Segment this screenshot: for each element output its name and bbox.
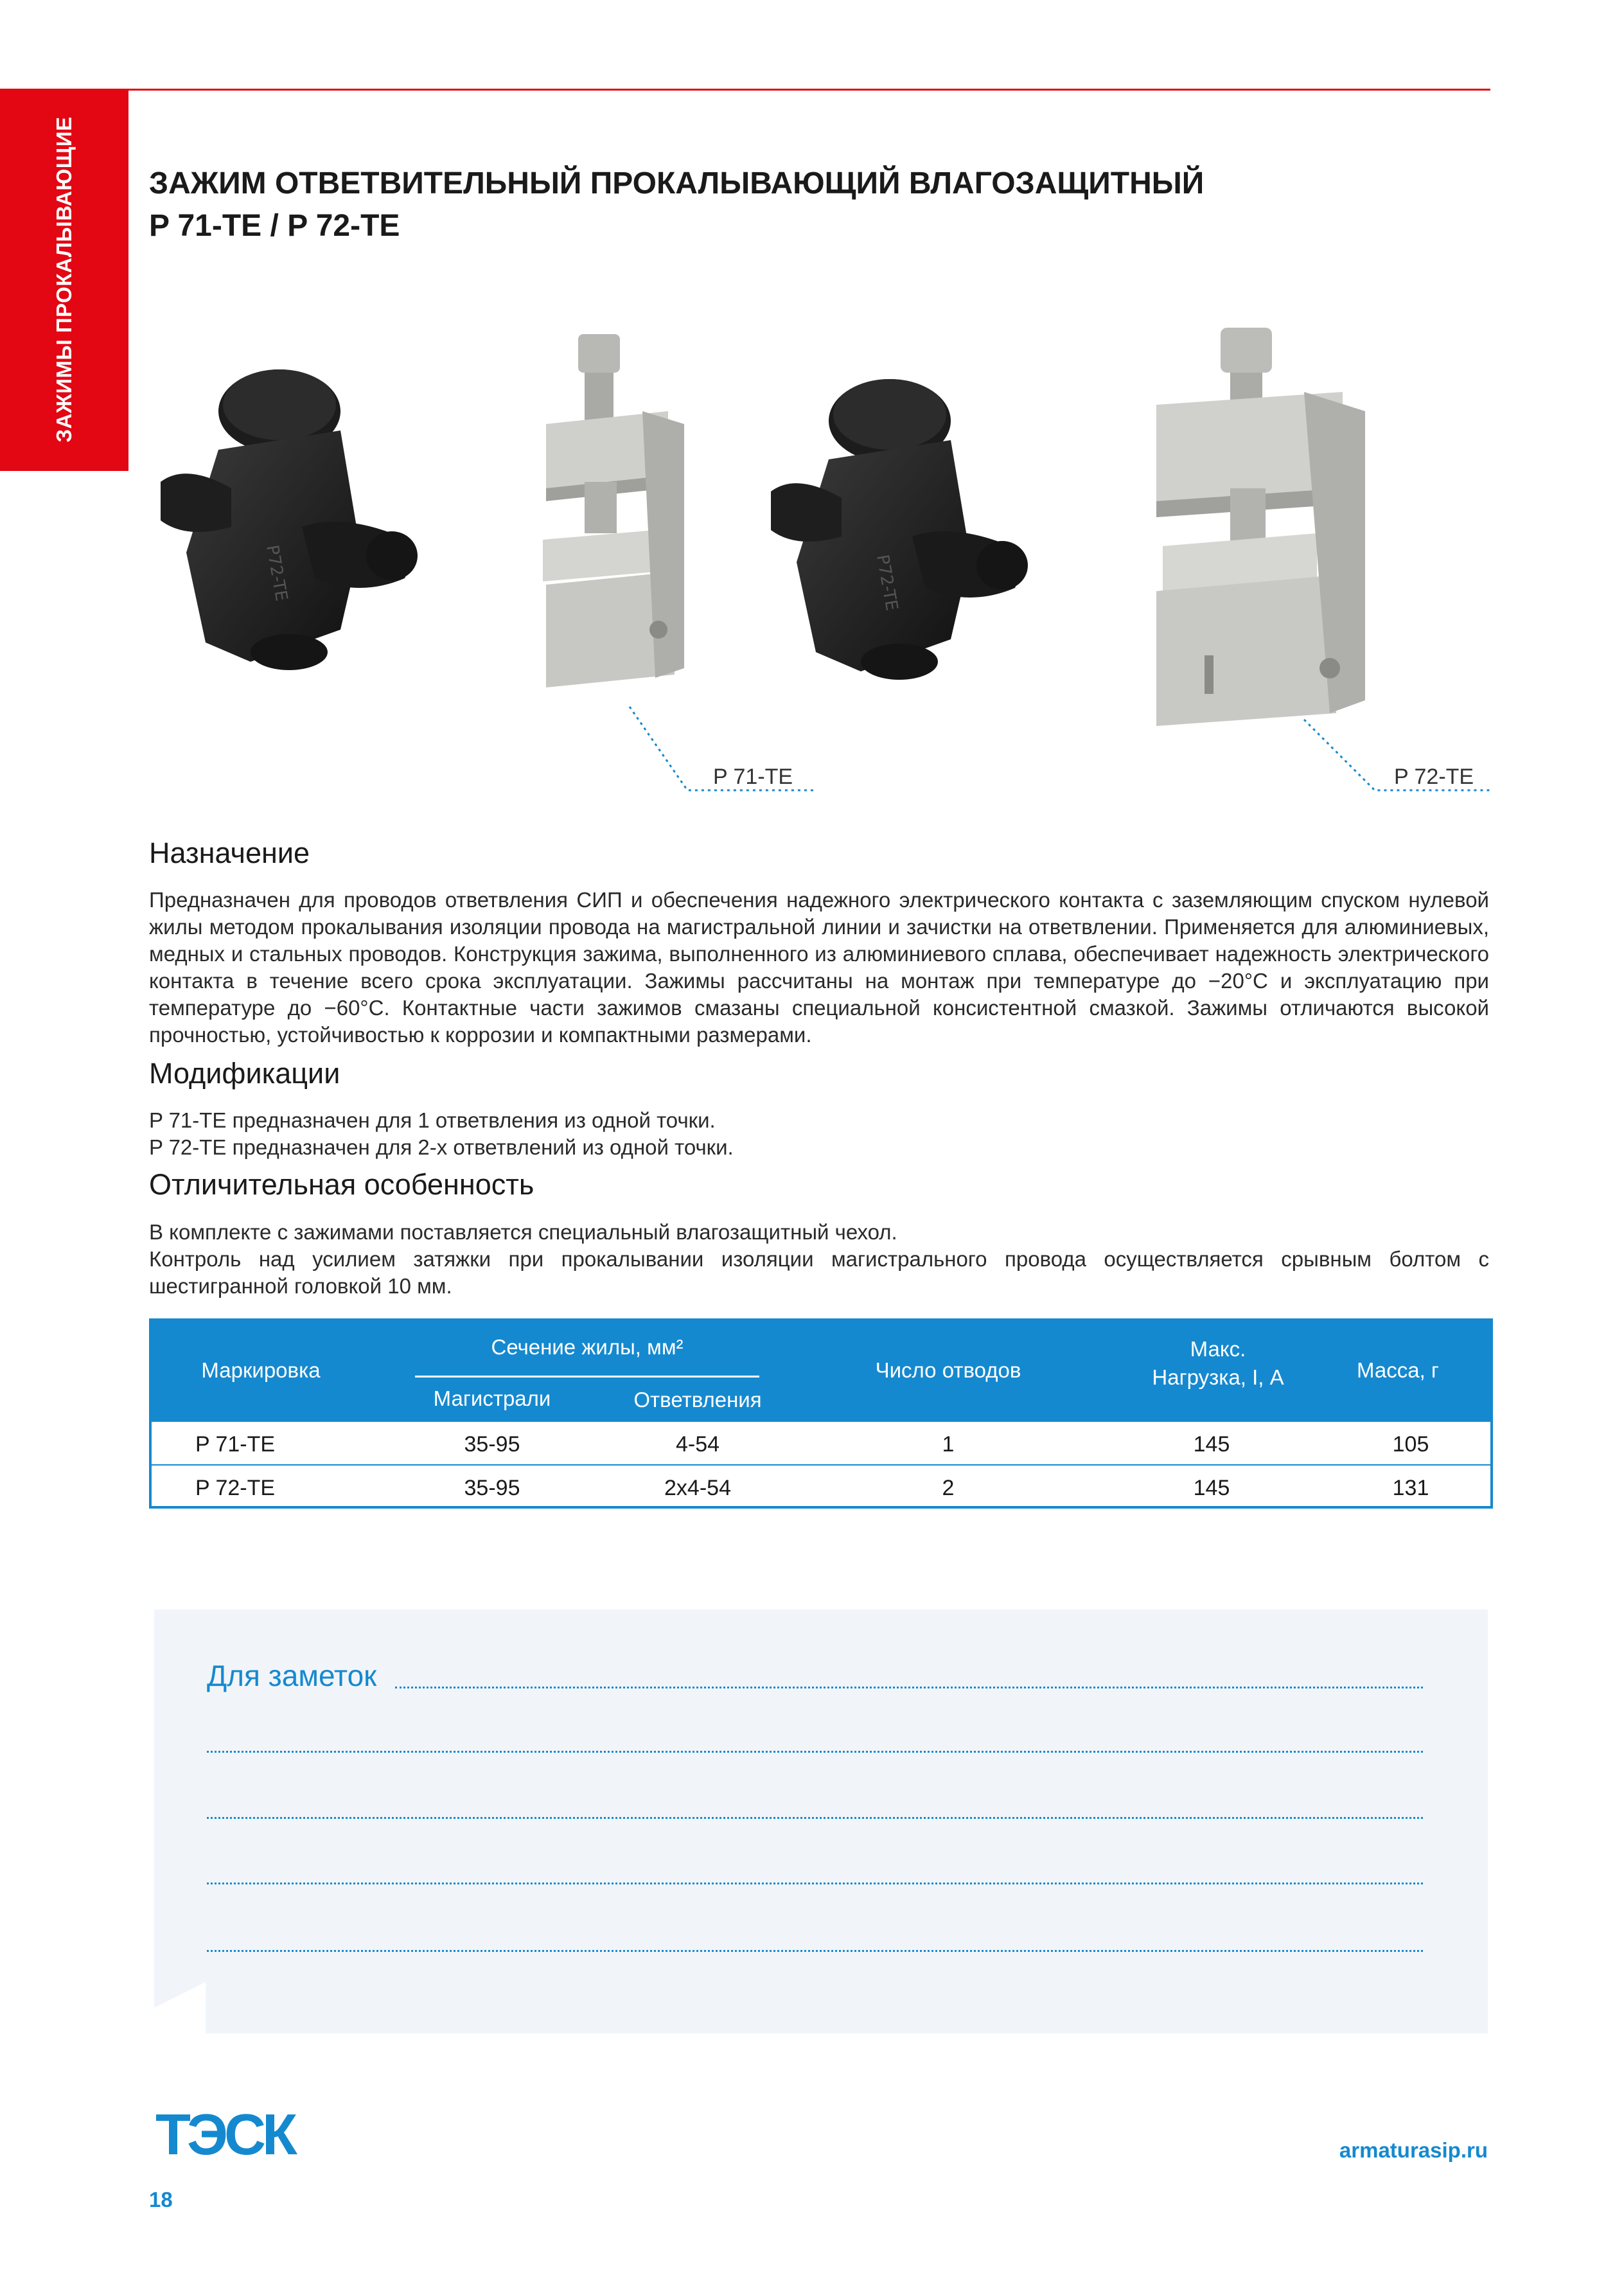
spec-table [149,1318,1493,1509]
notes-line-3 [207,1817,1423,1819]
notes-line-5 [207,1950,1423,1952]
page-title [149,163,1204,247]
cell-taps: 2 [942,1476,955,1500]
website-link[interactable]: armaturasip.ru [1339,2138,1488,2162]
cell-mass: 105 [1392,1432,1429,1457]
body-label: P72-TE [872,553,901,612]
th-mass: Масса, г [1357,1358,1439,1382]
product-photo-aluminum-2 [1143,321,1375,732]
page-number: 18 [149,2188,173,2211]
notes-title: Для заметок [207,1659,377,1692]
th-section: Сечение жилы, мм² [491,1335,684,1359]
modification-line-1: P 71-TE предназначен для 1 ответвления из одной точки. [149,1108,716,1132]
top-rule [128,89,1490,91]
company-logo [155,2109,316,2161]
product-photo-aluminum-1 [527,328,694,700]
th-load-line2: Нагрузка, I, А [1152,1365,1284,1389]
modification-line-2: P 72-TE предназначен для 2-х ответвлений из одной точки. [149,1135,734,1159]
cell-main: 35-95 [464,1476,520,1500]
product-photo-black-2 [758,369,1105,697]
cell-marking: P 72-TE [195,1476,276,1500]
table-header [152,1321,1490,1422]
heading-modifications: Модификации [149,1057,340,1090]
table-row [152,1466,1490,1508]
feature-text [149,1219,1489,1300]
notes-box [154,1609,1488,2033]
feature-line-1: В комплекте с зажимами поставляется специальный влагозащитный чехол. [149,1220,897,1244]
cell-mass: 131 [1392,1476,1429,1500]
cell-branch: 2х4-54 [664,1476,731,1500]
cell-main: 35-95 [464,1432,520,1457]
cell-branch: 4-54 [675,1432,720,1457]
th-main: Магистрали [433,1387,551,1410]
cell-load: 145 [1193,1432,1230,1457]
th-taps: Число отводов [875,1358,1021,1382]
title-line-1: ЗАЖИМ ОТВЕТВИТЕЛЬНЫЙ ПРОКАЛЫВАЮЩИЙ ВЛАГОЗАЩИТНЫЙ [149,166,1205,200]
notes-line-4 [207,1883,1423,1884]
modifications-text [149,1107,1489,1161]
svg-text:ТЭСК: ТЭСК [155,2109,294,2161]
body-label: P72-TE [262,544,291,603]
table-row [152,1422,1490,1464]
title-line-2: P 71-TE / P 72-TE [149,209,400,243]
product-photo-black-1 [148,360,495,687]
caption-p71: P 71-TE [713,765,793,789]
cell-taps: 1 [942,1432,955,1457]
th-load-line1: Макс. [1190,1337,1246,1361]
cell-load: 145 [1193,1476,1230,1500]
side-tab-label: ЗАЖИМЫ ПРОКАЛЫВАЮЩИЕ [52,116,76,443]
notes-line-2 [207,1751,1423,1753]
feature-line-2: Контроль над усилием затяжки при прокалывании изоляции магистрального провода осуществляется срывным болтом с шестигранной головкой 10 мм. [149,1247,1489,1298]
purpose-text [149,887,1489,1049]
th-marking: Маркировка [201,1358,321,1382]
notes-corner [154,1982,206,2033]
th-load [1102,1335,1334,1392]
heading-purpose: Назначение [149,837,310,869]
th-branch: Ответвления [633,1388,762,1412]
notes-line-1 [395,1687,1423,1688]
heading-feature: Отличительная особенность [149,1168,534,1201]
caption-p72: P 72-TE [1394,765,1474,789]
cell-marking: P 71-TE [195,1432,276,1457]
th-section-rule [415,1376,759,1378]
purpose-paragraph: Предназначен для проводов ответвления СИП и обеспечения надежного электрического контакта с заземляющим спуском нулевой жилы методом прокалывания изоляции провода на магистральной линии и зачистки на ответвлении. Применяется для алюминиевых, медных и стальных проводов. Конструкция зажима, выполненного из алюминиевого сплава, обеспечивает надежность электрического контакта в течение всего срока эксплуатации. Зажимы рассчитаны на монтаж при температуре до −20°С и эксплуатацию при температуре до −60°С. Контактные части зажимов смазаны специальной консистентной смазкой. Зажимы отличаются высокой прочностью, устойчивостью к коррозии и компактными размерами. [149,888,1489,1047]
